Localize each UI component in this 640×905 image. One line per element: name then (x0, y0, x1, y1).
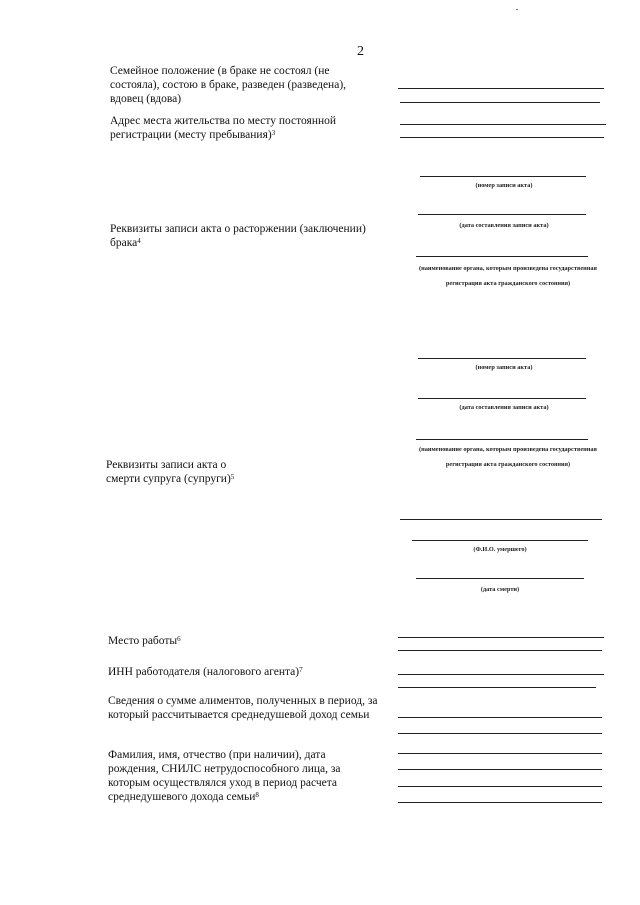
deceased-name-caption: (Ф.И.О. умершего) (473, 546, 527, 553)
employer-inn-line-1[interactable] (398, 674, 604, 675)
alimony-line-2[interactable] (398, 733, 602, 734)
marital-status-label: Семейное положение (в браке не состоял (не состояла), состою в браке, разведен (разведена), вдовец (вдова) (110, 65, 347, 105)
alimony-label: Сведения о сумме алиментов, полученных в период, за который рассчитывается среднедушевой доход семьи (108, 695, 378, 721)
workplace-line-2[interactable] (398, 650, 602, 651)
footnote-mark: 3 (271, 129, 276, 137)
address-line-1[interactable] (400, 124, 606, 125)
footnote-mark: 5 (230, 473, 235, 481)
scan-speck (516, 9, 518, 10)
employer-inn-label: ИНН работодателя (налогового агента)$^7$ (108, 666, 303, 678)
death-registry-office-caption: (наименование органа, которым произведена государственная регистрация акта гражданского состояния) (419, 446, 597, 468)
caregiver-line-4[interactable] (398, 802, 602, 803)
caregiver-line-1[interactable] (398, 753, 602, 754)
marital-status-line-1[interactable] (398, 88, 604, 89)
footnote-mark: 4 (137, 237, 141, 245)
footnote-mark: 7 (299, 666, 303, 674)
death-date-line[interactable] (416, 578, 584, 579)
death-record-number-line[interactable] (418, 358, 586, 359)
workplace-label: Место работы$^6$ (108, 635, 181, 647)
divorce-record-number-caption: (номер записи акта) (475, 182, 533, 189)
caregiver-line-2[interactable] (398, 769, 602, 770)
deceased-name-line[interactable] (412, 540, 588, 541)
death-extra-line[interactable] (400, 519, 602, 520)
page-number: 2 (357, 44, 364, 59)
workplace-line-1[interactable] (398, 637, 604, 638)
death-record-date-line[interactable] (418, 398, 586, 399)
footnote-mark: 6 (177, 635, 181, 643)
death-record-number-caption: (номер записи акта) (475, 364, 533, 371)
death-record-label: Реквизиты записи акта о смерти супруга (супруги)$^5$ (106, 459, 235, 485)
death-record-date-caption: (дата составления записи акта) (459, 404, 549, 411)
address-label: Адрес места жительства по месту постоянной регистрации (месту пребывания)$^3$ (110, 115, 337, 141)
divorce-record-date-line[interactable] (418, 214, 586, 215)
caregiver-line-3[interactable] (398, 786, 602, 787)
divorce-record-number-line[interactable] (420, 176, 586, 177)
divorce-registry-office-line[interactable] (416, 256, 588, 257)
divorce-record-label: Реквизиты записи акта о расторжении (заключении) брака$^4$ (110, 223, 366, 249)
death-date-caption: (дата смерти) (480, 586, 520, 593)
caregiver-label: Фамилия, имя, отчество (при наличии), дата рождения, СНИЛС нетрудоспособного лица, за которым осуществлялся уход в период расчета среднедушевого дохода семьи$^8$ (108, 749, 341, 803)
divorce-record-date-caption: (дата составления записи акта) (459, 222, 549, 229)
footnote-mark: 8 (255, 791, 259, 799)
address-line-2[interactable] (400, 137, 604, 138)
employer-inn-line-2[interactable] (398, 687, 596, 688)
marital-status-line-2[interactable] (400, 102, 600, 103)
divorce-registry-office-caption: (наименование органа, которым произведена государственная регистрация акта гражданского состояния) (419, 265, 597, 287)
alimony-line-1[interactable] (398, 717, 602, 718)
death-registry-office-line[interactable] (416, 439, 588, 440)
